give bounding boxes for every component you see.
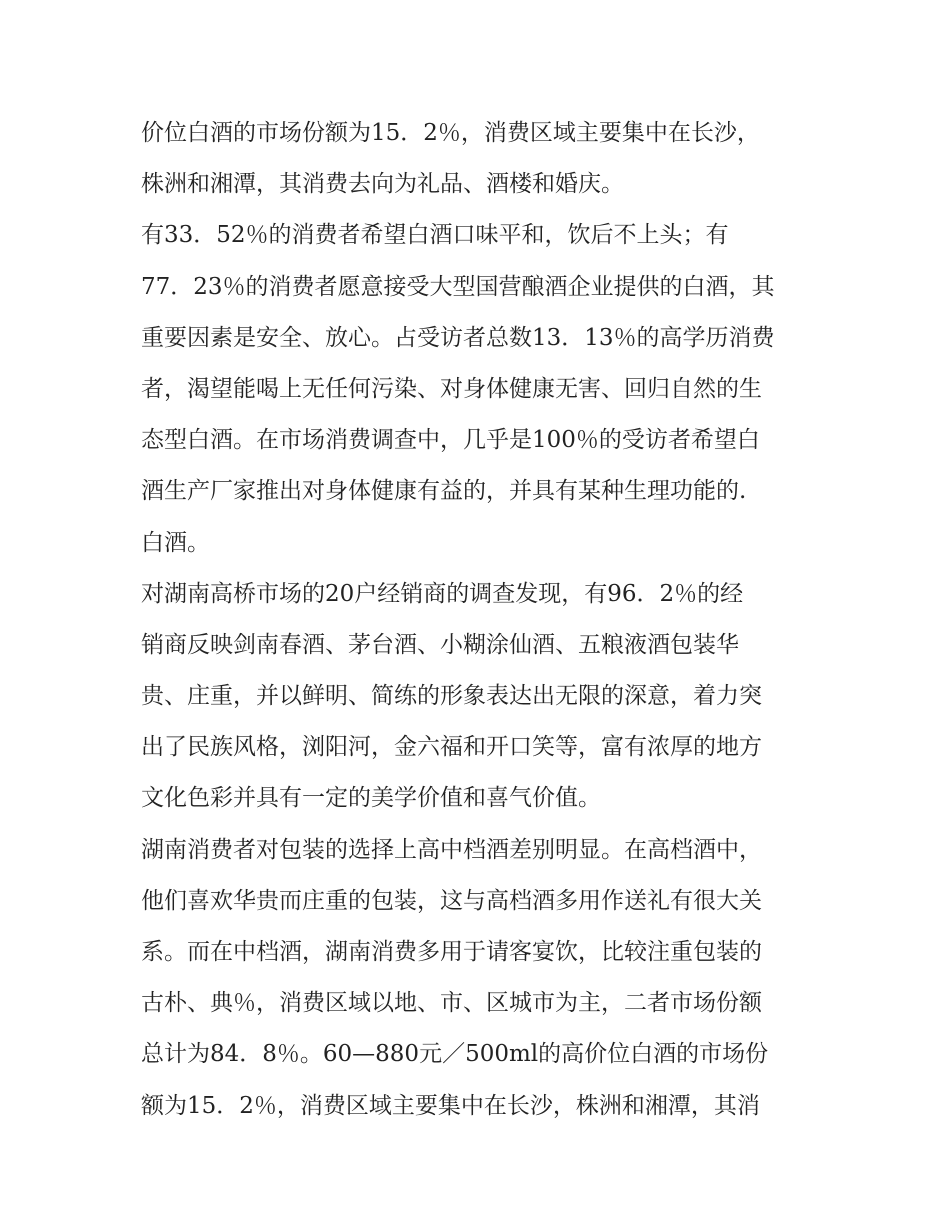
text-line: 有33．52％的消费者希望白酒口味平和，饮后不上头；有: [141, 222, 729, 249]
text-line: 出了民族风格，浏阳河，金六福和开口笑等，富有浓厚的地方: [141, 734, 762, 761]
text-line: 重要因素是安全、放心。占受访者总数13．13％的高学历消费: [141, 324, 775, 351]
text-line: 对湖南高桥市场的20户经销商的调查发现，有96．2％的经: [141, 580, 744, 607]
text-line: 湖南消费者对包装的选择上高中档酒差别明显。在高档酒中，: [141, 836, 762, 863]
text-line: 额为15．2％，消费区域主要集中在长沙，株洲和湘潭，其消: [141, 1092, 760, 1119]
text-line: 77．23％的消费者愿意接受大型国营酿酒企业提供的白酒，其: [141, 273, 775, 300]
text-line: 酒生产厂家推出对身体健康有益的，并具有某种生理功能的.: [141, 478, 747, 505]
text-line: 价位白酒的市场份额为15．2％，消费区域主要集中在长沙，: [141, 120, 760, 146]
text-line: 文化色彩并具有一定的美学价值和喜气价值。: [141, 785, 601, 812]
text-line: 者，渴望能喝上无任何污染、对身体健康无害、回归自然的生: [141, 375, 762, 402]
text-line: 贵、庄重，并以鲜明、简练的形象表达出无限的深意，着力突: [141, 683, 762, 710]
text-line: 白酒。: [141, 529, 210, 556]
text-line: 销商反映剑南春酒、茅台酒、小糊涂仙酒、五粮液酒包装华: [141, 631, 739, 658]
body-text: [141, 108, 821, 1132]
text-line: 株洲和湘潭，其消费去向为礼品、酒楼和婚庆。: [141, 171, 624, 198]
text-line: 系。而在中档酒，湖南消费多用于请客宴饮，比较注重包装的: [141, 939, 762, 965]
text-line: 总计为84．8％。60—880元／500ml的高价位白酒的市场份: [141, 1041, 769, 1068]
text-line: 他们喜欢华贵而庄重的包装，这与高档酒多用作送礼有很大关: [141, 887, 762, 914]
text-line: 古朴、典％，消费区域以地、市、区城市为主，二者市场份额: [141, 990, 762, 1017]
text-line: 态型白酒。在市场消费调查中，几乎是100％的受访者希望白: [141, 427, 760, 454]
